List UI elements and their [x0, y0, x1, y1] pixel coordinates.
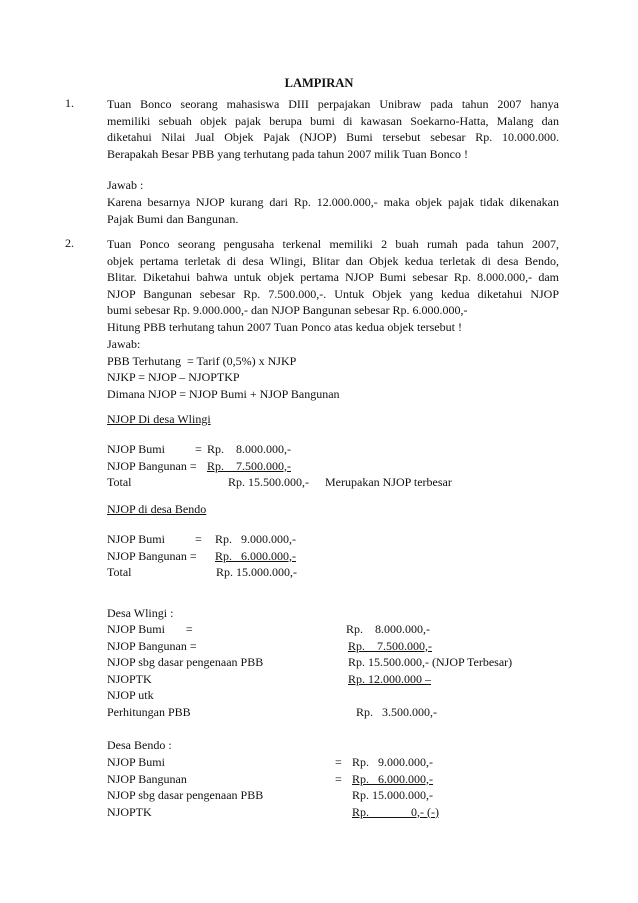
question-2-line: Blitar. Diketahui bahwa untuk objek pertama NJOP Bumi sebesar Rp. 8.000.000,- dam [107, 270, 559, 284]
calc-bendo-heading: Desa Bendo : [107, 738, 172, 752]
row-label: NJOP Bangunan [107, 771, 187, 786]
formula-line: Dimana NJOP = NJOP Bumi + NJOP Bangunan [107, 386, 340, 401]
row-value: Rp. 7.500.000,- [207, 458, 291, 473]
row-value: Rp. 9.000.000,- [215, 532, 296, 546]
question-1-text [107, 96, 559, 162]
wlingi-heading: NJOP Di desa Wlingi [107, 412, 211, 426]
wlingi-bumi-row [107, 441, 559, 458]
row-label: NJOP Bumi [107, 532, 165, 546]
wlingi-section [107, 411, 559, 428]
question-1-line: Berapakah Besar PBB yang terhutang pada tahun 2007 milik Tuan Bonco ! [107, 146, 468, 161]
row-value: Rp. 6.000.000,- [352, 771, 433, 786]
row-value: Rp. 15.000.000,- [216, 565, 297, 579]
calc-bendo-row [107, 771, 559, 788]
formula-line: PBB Terhutang = Tarif (0,5%) x NJKP [107, 353, 297, 368]
calc-bendo-row [107, 787, 559, 804]
row-label: Total [107, 565, 132, 579]
page-title: LAMPIRAN [284, 76, 354, 90]
question-2-line: Tuan Ponco seorang pengusaha terkenal memiliki 2 buah rumah pada tahun 2007, [107, 237, 559, 251]
row-note: Merupakan NJOP terbesar [325, 475, 452, 489]
row-equals: = [195, 442, 202, 456]
row-value: Rp. 3.500.000,- [356, 704, 437, 719]
calc-wlingi-row [107, 654, 559, 671]
calc-wlingi-table [107, 621, 559, 720]
row-label: NJOP Bumi = [107, 622, 193, 636]
question-1-answer [107, 194, 559, 227]
question-2-answer [107, 336, 559, 402]
row-value: Rp. 8.000.000,- [346, 622, 430, 636]
row-label: Total [107, 475, 132, 489]
bendo-bumi-row [107, 531, 559, 548]
row-value: Rp. 9.000.000,- [352, 755, 433, 769]
calc-wlingi-heading: Desa Wlingi : [107, 606, 174, 620]
row-label: NJOP Bumi [107, 442, 165, 456]
row-label: NJOP sbg dasar pengenaan PBB [107, 655, 264, 669]
row-label: NJOP Bumi [107, 755, 165, 769]
question-1-number: 1. [65, 96, 74, 110]
question-1-answer-label: Jawab : [107, 178, 144, 192]
calc-bendo-row [107, 754, 559, 771]
answer-1-line: Karena besarnya NJOP kurang dari Rp. 12.000.000,- maka objek pajak tidak dikenakan [107, 195, 559, 209]
question-2-line: NJOP Bangunan sebesar Rp. 7.500.000,-. Untuk Objek yang kedua diketahui NJOP [107, 286, 559, 301]
row-label: NJOP Bangunan = [107, 458, 197, 473]
calc-wlingi-row [107, 687, 559, 704]
question-2-line: Hitung PBB terhutang tahun 2007 Tuan Ponco atas kedua objek tersebut ! [107, 319, 462, 334]
calc-bendo-row [107, 804, 559, 821]
bendo-section [107, 501, 559, 518]
question-1-line: diketahui Nilai Jual Objek Pajak (NJOP) Bumi tersebut sebesar Rp. 10.000.000. [107, 130, 559, 144]
row-value: Rp. 15.000.000,- [352, 788, 433, 802]
question-1-line: memiliki sebuah objek pajak berupa bumi di kawasan Soekarno-Hatta, Malang dan [107, 113, 559, 128]
calc-wlingi-row [107, 704, 559, 721]
row-value: Rp. 0,- (-) [352, 804, 439, 819]
row-value: Rp. 6.000.000,- [215, 548, 296, 563]
bendo-table [107, 531, 559, 581]
row-label: NJOP Bangunan = [107, 638, 197, 653]
row-value: Rp. 7.500.000,- [348, 638, 432, 653]
row-value: Rp. 8.000.000,- [207, 442, 291, 456]
row-value: Rp. 12.000.000 – [348, 671, 432, 686]
wlingi-total-row [107, 474, 559, 491]
question-2-number: 2. [65, 236, 74, 250]
row-value: Rp. 15.500.000,- [228, 475, 309, 489]
calc-wlingi-row [107, 671, 559, 688]
row-label: NJOPTK [107, 671, 152, 686]
row-value: Rp. 15.500.000,- (NJOP Terbesar) [348, 655, 513, 669]
row-label: Perhitungan PBB [107, 704, 191, 719]
question-2-line: bumi sebesar Rp. 9.000.000,- dan NJOP Bangunan sebesar Rp. 6.000.000,- [107, 303, 468, 317]
row-label: NJOP utk [107, 688, 154, 702]
row-label: NJOP Bangunan = [107, 548, 197, 563]
bendo-total-row [107, 564, 559, 581]
bendo-heading: NJOP di desa Bendo [107, 502, 207, 516]
question-2-text [107, 236, 559, 335]
row-equals: = [335, 771, 342, 786]
question-1-line: Tuan Bonco seorang mahasiswa DIII perpajakan Unibraw pada tahun 2007 hanya [107, 97, 559, 111]
calc-wlingi-row [107, 621, 559, 638]
answer-1-line: Pajak Bumi dan Bangunan. [107, 211, 239, 226]
calc-wlingi-row [107, 638, 559, 655]
row-label: NJOP sbg dasar pengenaan PBB [107, 788, 264, 802]
question-2-line: objek pertama terletak di desa Wlingi, Blitar dan Objek kedua terletak di desa Bendo, [107, 253, 559, 268]
formula-line: NJKP = NJOP – NJOPTKP [107, 370, 240, 384]
bendo-bangunan-row [107, 548, 559, 565]
row-label: NJOPTK [107, 804, 152, 819]
row-equals: = [335, 755, 342, 769]
wlingi-table [107, 441, 559, 491]
answer-2-label: Jawab: [107, 337, 141, 351]
row-equals: = [195, 532, 202, 546]
wlingi-bangunan-row [107, 458, 559, 475]
calc-bendo-table [107, 754, 559, 820]
